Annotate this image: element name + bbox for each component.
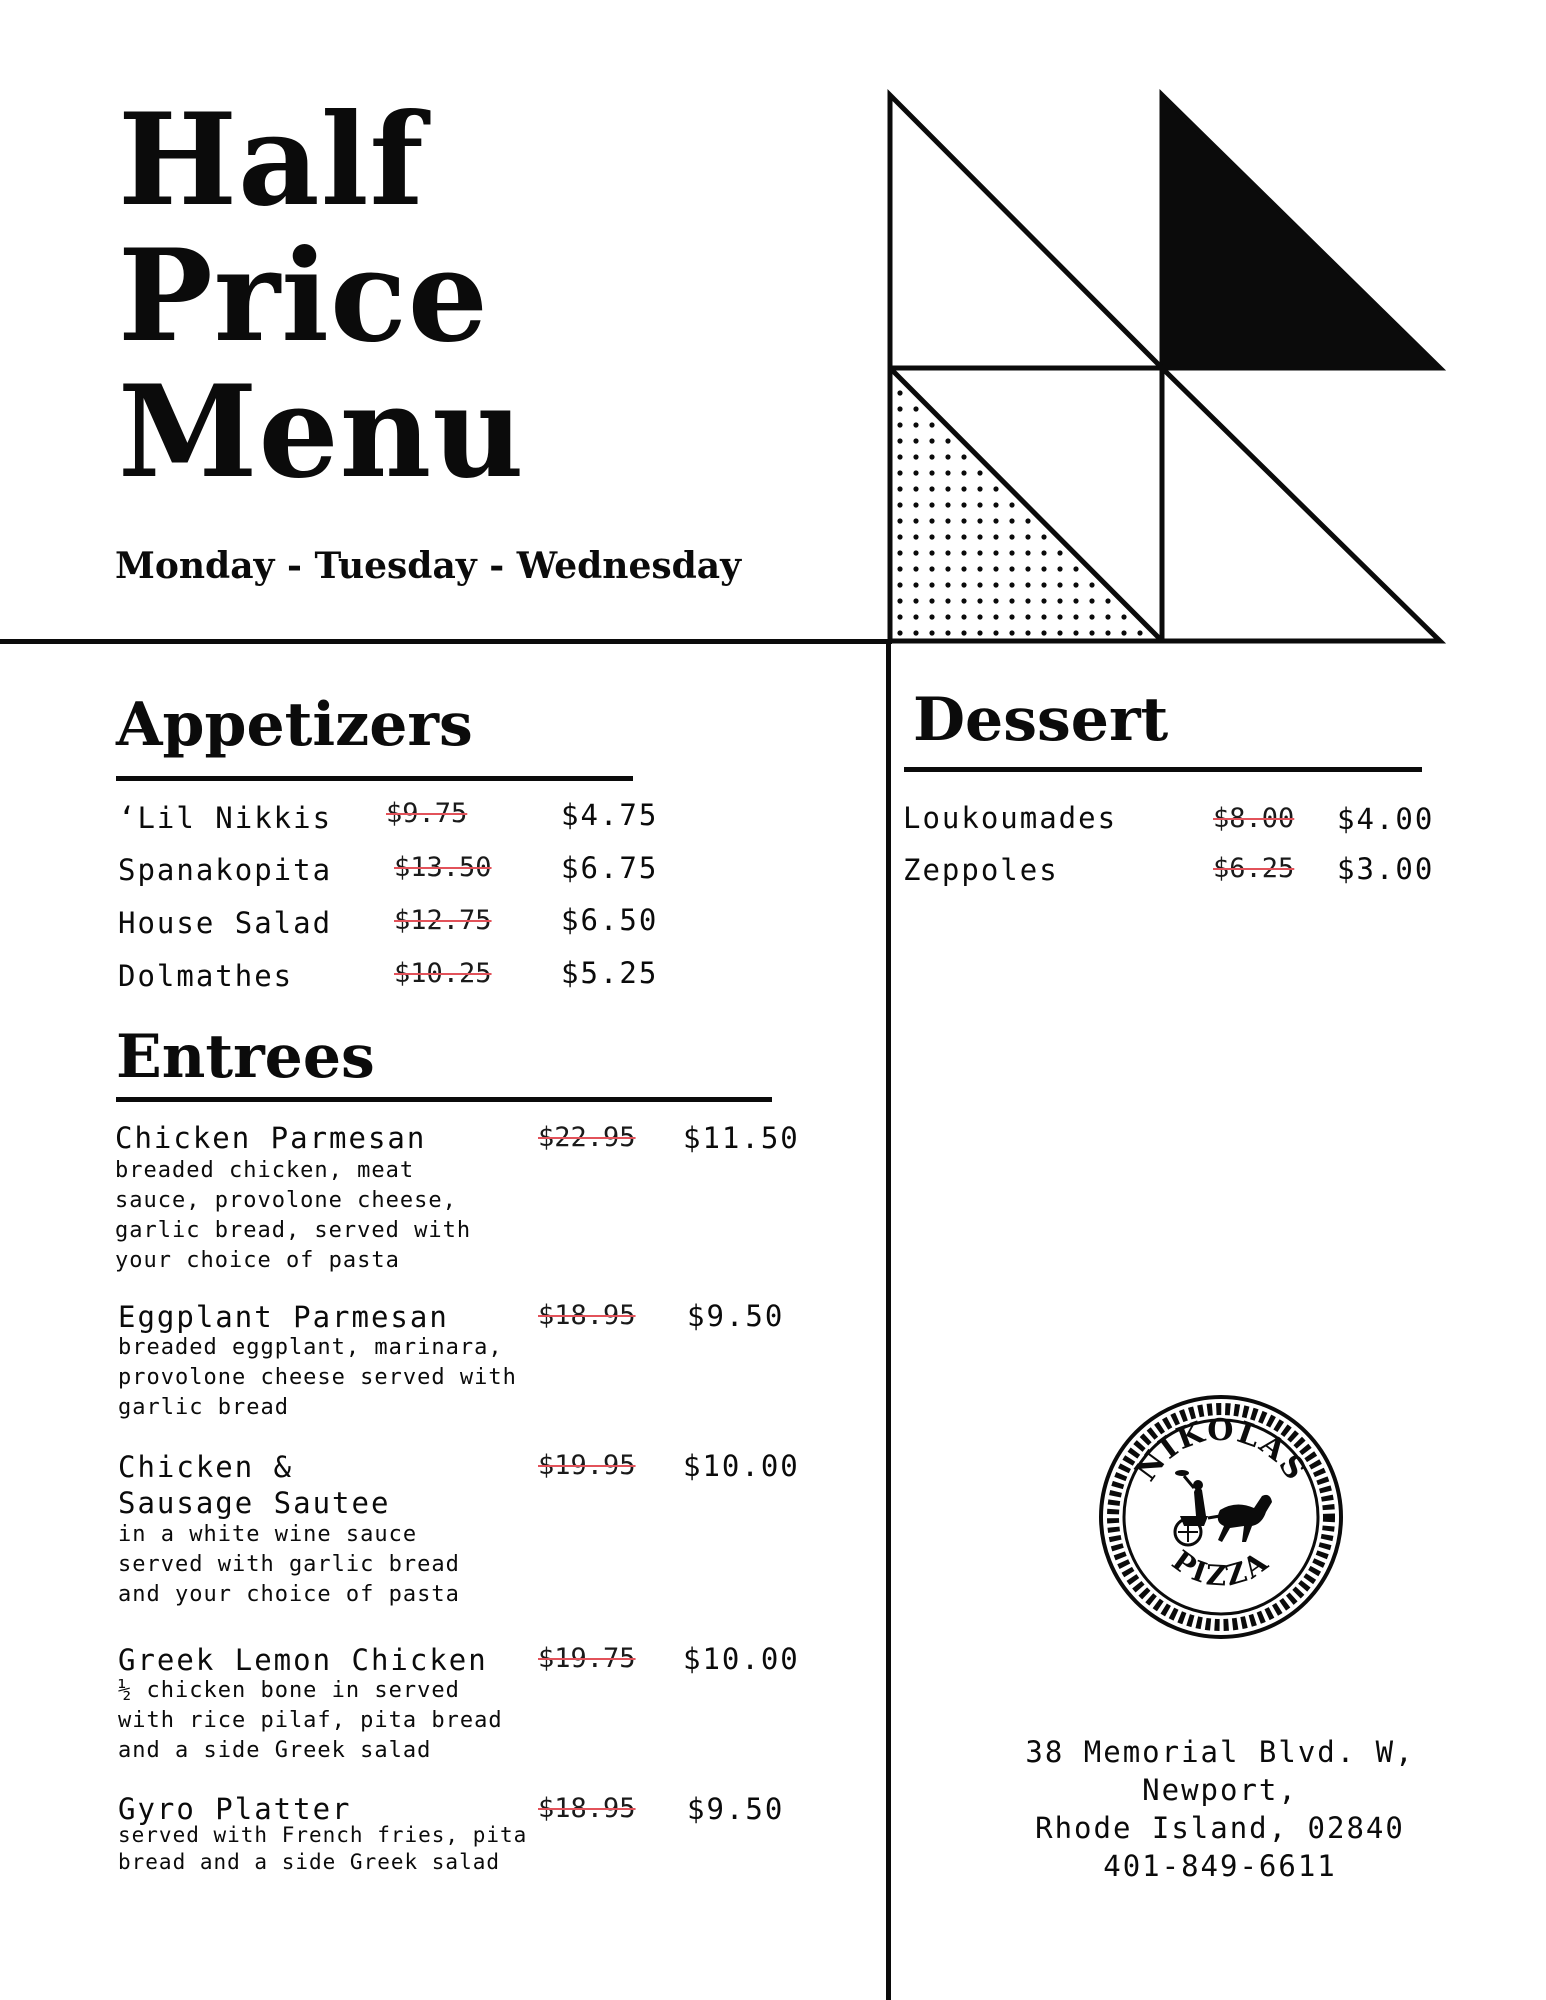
appetizer-old-price: $10.25 [394, 958, 492, 989]
appetizer-new-price: $6.50 [561, 903, 659, 937]
title-line-2: Price [118, 222, 489, 370]
entree-new-price: $10.00 [683, 1449, 800, 1483]
entree-description: in a white wine sauce served with garlic bread and your choice of pasta [118, 1522, 460, 1607]
appetizer-name: Dolmathes [118, 959, 294, 993]
days-subtitle: Monday - Tuesday - Wednesday [115, 545, 742, 587]
appetizer-name: Spanakopita [118, 853, 333, 887]
entree-name: Gyro Platter [118, 1792, 352, 1826]
entree-old-price: $19.75 [538, 1643, 636, 1674]
entree-new-price: $10.00 [683, 1642, 800, 1676]
logo-bottom-text: PIZZA [1166, 1543, 1276, 1593]
logo-top-text: NIKOLAS [1128, 1412, 1314, 1488]
entrees-heading: Entrees [116, 1022, 375, 1092]
entree-description: breaded chicken, meat sauce, provolone cheese, garlic bread, served with your choice of pasta [115, 1158, 472, 1273]
page-title [118, 86, 525, 506]
entrees-underline [116, 1097, 772, 1102]
dessert-new-price: $4.00 [1337, 802, 1435, 836]
title-line-3: Menu [118, 358, 525, 506]
entree-old-price: $19.95 [538, 1450, 636, 1481]
appetizer-new-price: $5.25 [561, 956, 659, 990]
appetizers-heading: Appetizers [116, 690, 473, 760]
dessert-name: Zeppoles [903, 853, 1059, 887]
appetizer-name: House Salad [118, 906, 333, 940]
dessert-heading: Dessert [913, 685, 1169, 755]
entree-description: breaded eggplant, marinara, provolone cheese served with garlic bread [118, 1335, 517, 1420]
dessert-old-price: $6.25 [1213, 853, 1295, 884]
entree-old-price: $18.95 [538, 1300, 636, 1331]
title-line-1: Half [118, 86, 425, 234]
entree-name: Greek Lemon Chicken [118, 1643, 488, 1677]
entree-description: ½ chicken bone in served with rice pilaf, pita bread and a side Greek salad [118, 1678, 503, 1763]
column-divider [886, 639, 891, 2000]
header-divider [0, 639, 892, 644]
entree-new-price: $9.50 [687, 1299, 785, 1333]
entree-old-price: $18.95 [538, 1793, 636, 1824]
dessert-new-price: $3.00 [1337, 852, 1435, 886]
contact-info [940, 1733, 1500, 1885]
dessert-name: Loukoumades [903, 801, 1118, 835]
appetizer-old-price: $13.50 [394, 852, 492, 883]
appetizer-old-price: $9.75 [386, 798, 468, 829]
appetizer-new-price: $6.75 [561, 851, 659, 885]
dessert-underline [904, 767, 1422, 772]
appetizer-old-price: $12.75 [394, 905, 492, 936]
entree-old-price: $22.95 [538, 1122, 636, 1153]
entree-name: Chicken Parmesan [115, 1121, 427, 1155]
appetizers-underline [116, 776, 633, 781]
geometric-decoration [880, 85, 1450, 645]
restaurant-logo [1096, 1392, 1346, 1642]
dessert-old-price: $8.00 [1213, 803, 1295, 834]
entree-name: Chicken & Sausage Sautee [118, 1450, 391, 1520]
entree-new-price: $9.50 [687, 1792, 785, 1826]
entree-name: Eggplant Parmesan [118, 1300, 449, 1334]
entree-new-price: $11.50 [683, 1121, 800, 1155]
phone-number: 401-849-6611 [1103, 1849, 1337, 1883]
appetizer-name: ‘Lil Nikkis [118, 801, 333, 835]
appetizer-new-price: $4.75 [561, 798, 659, 832]
chariot-horse-icon [1175, 1470, 1272, 1545]
address-line-1: 38 Memorial Blvd. W, Newport, [1025, 1735, 1415, 1807]
address-line-2: Rhode Island, 02840 [1035, 1811, 1405, 1845]
entree-description: served with French fries, pita bread and a side Greek salad [118, 1823, 528, 1874]
